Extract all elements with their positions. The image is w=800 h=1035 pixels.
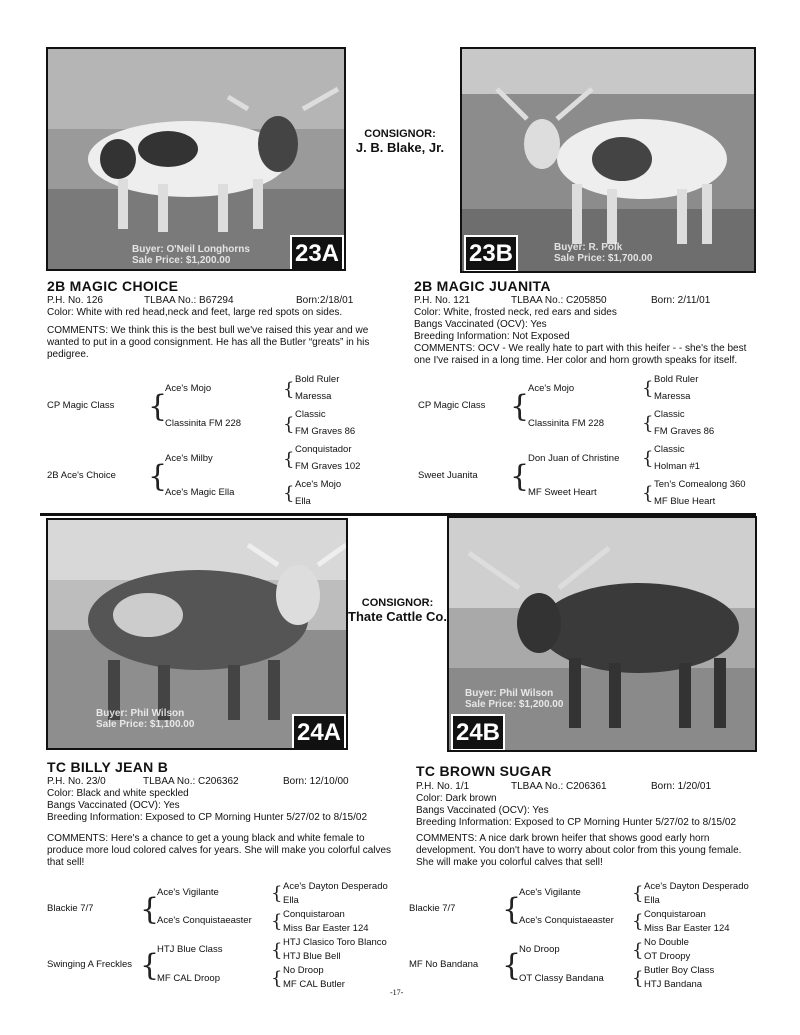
detail-line: Color: White with red head,neck and feet, large red spots on sides. — [47, 307, 343, 318]
pedigree-grandparent: Miss Bar Easter 124 — [644, 923, 730, 934]
lot-title: TC BROWN SUGAR — [416, 763, 552, 779]
lot-23a-photo — [46, 47, 346, 271]
lot-title: 2B MAGIC CHOICE — [47, 278, 179, 294]
pedigree-grandparent: No Droop — [283, 965, 324, 976]
brace-icon: { — [502, 948, 522, 983]
buyer-text: Buyer: R. Polk — [554, 242, 623, 253]
detail-line: Color: Black and white speckled — [47, 788, 189, 799]
lot-23b-photo — [460, 47, 756, 273]
detail-line: Breeding Information: Not Exposed — [414, 331, 570, 342]
brace-icon: { — [140, 948, 160, 983]
pedigree-grandparent: Bold Ruler — [654, 374, 699, 385]
ph-number: P.H. No. 23/0 — [47, 776, 106, 787]
pedigree-grandparent: OT Droopy — [644, 951, 691, 962]
consignor-2 — [345, 597, 450, 624]
brace-icon: { — [502, 892, 522, 927]
pedigree-parent: Classinita FM 228 — [528, 418, 605, 429]
pedigree-parent: Ace's Mojo — [165, 383, 212, 394]
pedigree-parent: Ace's Magic Ella — [165, 487, 235, 498]
tlbaa-number: TLBAA No.: B67294 — [144, 295, 234, 306]
pedigree-grandparent: FM Graves 86 — [295, 426, 356, 437]
pedigree-grandparent: MF Blue Heart — [654, 496, 716, 507]
pedigree-parent: Ace's Milby — [165, 453, 213, 464]
lot-23a-buyer — [132, 244, 250, 266]
tlbaa-number: TLBAA No.: C205850 — [511, 295, 607, 306]
pedigree-dam: 2B Ace's Choice — [47, 470, 116, 481]
pedigree-grandparent: Ace's Dayton Desperado — [644, 881, 749, 892]
pedigree-dam: Sweet Juanita — [418, 470, 478, 481]
consignor-1 — [345, 128, 455, 155]
brace-icon: { — [271, 911, 283, 932]
pedigree-grandparent: Ace's Dayton Desperado — [283, 881, 388, 892]
lot-24b-photo — [447, 516, 757, 752]
price-text: Sale Price: $1,200.00 — [132, 255, 231, 266]
pedigree-sire: CP Magic Class — [418, 400, 486, 411]
lot-number-badge: 24B — [451, 714, 505, 751]
brace-icon: { — [148, 459, 168, 494]
comments: COMMENTS: OCV - We really hate to part with this heifer - - she's the best one I've raised in a long time. Her color and horn growth speaks for itself. — [414, 343, 747, 366]
pedigree-grandparent: No Double — [644, 937, 689, 948]
consignor-name: Thate Cattle Co. — [348, 609, 447, 624]
tlbaa-number: TLBAA No.: C206361 — [511, 781, 607, 792]
tlbaa-number: TLBAA No.: C206362 — [143, 776, 239, 787]
brace-icon: { — [642, 448, 654, 469]
pedigree-grandparent: Classic — [654, 409, 685, 420]
pedigree-grandparent: Bold Ruler — [295, 374, 340, 385]
pedigree-sire: Blackie 7/7 — [47, 903, 94, 914]
detail-line: Breeding Information: Exposed to CP Morning Hunter 5/27/02 to 8/15/02 — [416, 817, 737, 828]
brace-icon: { — [642, 378, 654, 399]
pedigree-grandparent: Conquistaroan — [644, 909, 706, 920]
pedigree-parent: HTJ Blue Class — [157, 944, 223, 955]
pedigree-parent: Ace's Conquistaeaster — [157, 915, 252, 926]
brace-icon: { — [271, 883, 283, 904]
comments: COMMENTS: A nice dark brown heifer that shows good early horn development. You don't have to worry about color from this young female. She will make you colorful calves that sell! — [416, 833, 742, 868]
pedigree-grandparent: Ace's Mojo — [295, 479, 342, 490]
pedigree-grandparent: Classic — [654, 444, 685, 455]
pedigree-parent: No Droop — [519, 944, 560, 955]
brace-icon: { — [642, 483, 654, 504]
pedigree-parent: Ace's Conquistaeaster — [519, 915, 614, 926]
born-date: Born:2/18/01 — [296, 295, 354, 306]
brace-icon: { — [283, 379, 295, 400]
brace-icon: { — [140, 892, 160, 927]
lot-24a-photo — [46, 518, 348, 750]
pedigree-grandparent: Ella — [283, 895, 299, 906]
detail-line: Bangs Vaccinated (OCV): Yes — [416, 805, 549, 816]
consignor-label: CONSIGNOR: — [361, 597, 434, 609]
brace-icon: { — [632, 968, 644, 989]
brace-icon: { — [632, 911, 644, 932]
pedigree-grandparent: Holman #1 — [654, 461, 700, 472]
pedigree-grandparent: HTJ Blue Bell — [283, 951, 341, 962]
comments: COMMENTS: Here's a chance to get a young black and white female to produce more loud colored calves for years. She will make you colorful calves that sell! — [47, 833, 392, 868]
brace-icon: { — [642, 413, 654, 434]
detail-line: Breeding Information: Exposed to CP Morning Hunter 5/27/02 to 8/15/02 — [47, 812, 368, 823]
pedigree-grandparent: Ella — [644, 895, 660, 906]
brace-icon: { — [283, 414, 295, 435]
pedigree-parent: MF CAL Droop — [157, 973, 220, 984]
detail-line: Bangs Vaccinated (OCV): Yes — [414, 319, 547, 330]
pedigree-parent: Don Juan of Christine — [528, 453, 620, 464]
pedigree-grandparent: Ten's Comealong 360 — [654, 479, 746, 490]
lot-number-badge: 23B — [464, 235, 518, 272]
brace-icon: { — [283, 483, 295, 504]
pedigree-grandparent: Miss Bar Easter 124 — [283, 923, 369, 934]
pedigree-grandparent: Ella — [295, 496, 311, 507]
lot-number-badge: 24A — [292, 714, 346, 750]
lot-24b-buyer — [465, 688, 563, 710]
born-date: Born: 1/20/01 — [651, 781, 712, 792]
pedigree-grandparent: FM Graves 86 — [654, 426, 715, 437]
pedigree-dam: Swinging A Freckles — [47, 959, 133, 970]
brace-icon: { — [283, 449, 295, 470]
pedigree-parent: Classinita FM 228 — [165, 418, 242, 429]
pedigree-dam: MF No Bandana — [409, 959, 479, 970]
ph-number: P.H. No. 121 — [414, 295, 470, 306]
pedigree-grandparent: Conquistaroan — [283, 909, 345, 920]
born-date: Born: 2/11/01 — [651, 295, 711, 306]
brace-icon: { — [632, 940, 644, 961]
price-text: Sale Price: $1,200.00 — [465, 699, 564, 710]
buyer-text: Buyer: Phil Wilson — [96, 708, 185, 719]
pedigree-parent: OT Classy Bandana — [519, 973, 604, 984]
pedigree-grandparent: Classic — [295, 409, 326, 420]
lot-23b-buyer — [554, 242, 652, 264]
pedigree-sire: Blackie 7/7 — [409, 903, 456, 914]
brace-icon: { — [271, 940, 283, 961]
pedigree-parent: Ace's Vigilante — [519, 887, 581, 898]
brace-icon: { — [632, 883, 644, 904]
lot-number-badge: 23A — [290, 235, 344, 271]
pedigree-grandparent: Maressa — [295, 391, 332, 402]
pedigree-grandparent: HTJ Bandana — [644, 979, 703, 990]
price-text: Sale Price: $1,700.00 — [554, 253, 653, 264]
detail-line: Bangs Vaccinated (OCV): Yes — [47, 800, 180, 811]
pedigree-parent: Ace's Vigilante — [157, 887, 219, 898]
pedigree-parent: MF Sweet Heart — [528, 487, 597, 498]
price-text: Sale Price: $1,100.00 — [96, 719, 195, 730]
comments: COMMENTS: We think this is the best bull we've raised this year and we wanted to put in a good consignment. He has all the Butler “greats” in his pedigree. — [47, 325, 370, 360]
brace-icon: { — [271, 968, 283, 989]
pedigree-grandparent: Conquistador — [295, 444, 352, 455]
detail-line: Color: White, frosted neck, red ears and sides — [414, 307, 617, 318]
born-date: Born: 12/10/00 — [283, 776, 349, 787]
pedigree-parent: Ace's Mojo — [528, 383, 575, 394]
pedigree-grandparent: MF CAL Butler — [283, 979, 345, 990]
lot-title: TC BILLY JEAN B — [47, 759, 169, 775]
brace-icon: { — [148, 389, 168, 424]
buyer-text: Buyer: Phil Wilson — [465, 688, 554, 699]
detail-line: Color: Dark brown — [416, 793, 497, 804]
lot-24a-buyer — [96, 708, 194, 730]
buyer-text: Buyer: O'Neil Longhorns — [132, 244, 250, 255]
consignor-name: J. B. Blake, Jr. — [355, 140, 445, 155]
pedigree-grandparent: Butler Boy Class — [644, 965, 715, 976]
page-number: -17- — [390, 988, 404, 997]
brace-icon: { — [510, 389, 530, 424]
pedigree-grandparent: HTJ Clasico Toro Blanco — [283, 937, 387, 948]
consignor-label: CONSIGNOR: — [364, 128, 436, 140]
pedigree-grandparent: FM Graves 102 — [295, 461, 361, 472]
lot-title: 2B MAGIC JUANITA — [414, 278, 551, 294]
ph-number: P.H. No. 1/1 — [416, 781, 470, 792]
ph-number: P.H. No. 126 — [47, 295, 103, 306]
pedigree-sire: CP Magic Class — [47, 400, 115, 411]
brace-icon: { — [510, 459, 530, 494]
pedigree-grandparent: Maressa — [654, 391, 691, 402]
